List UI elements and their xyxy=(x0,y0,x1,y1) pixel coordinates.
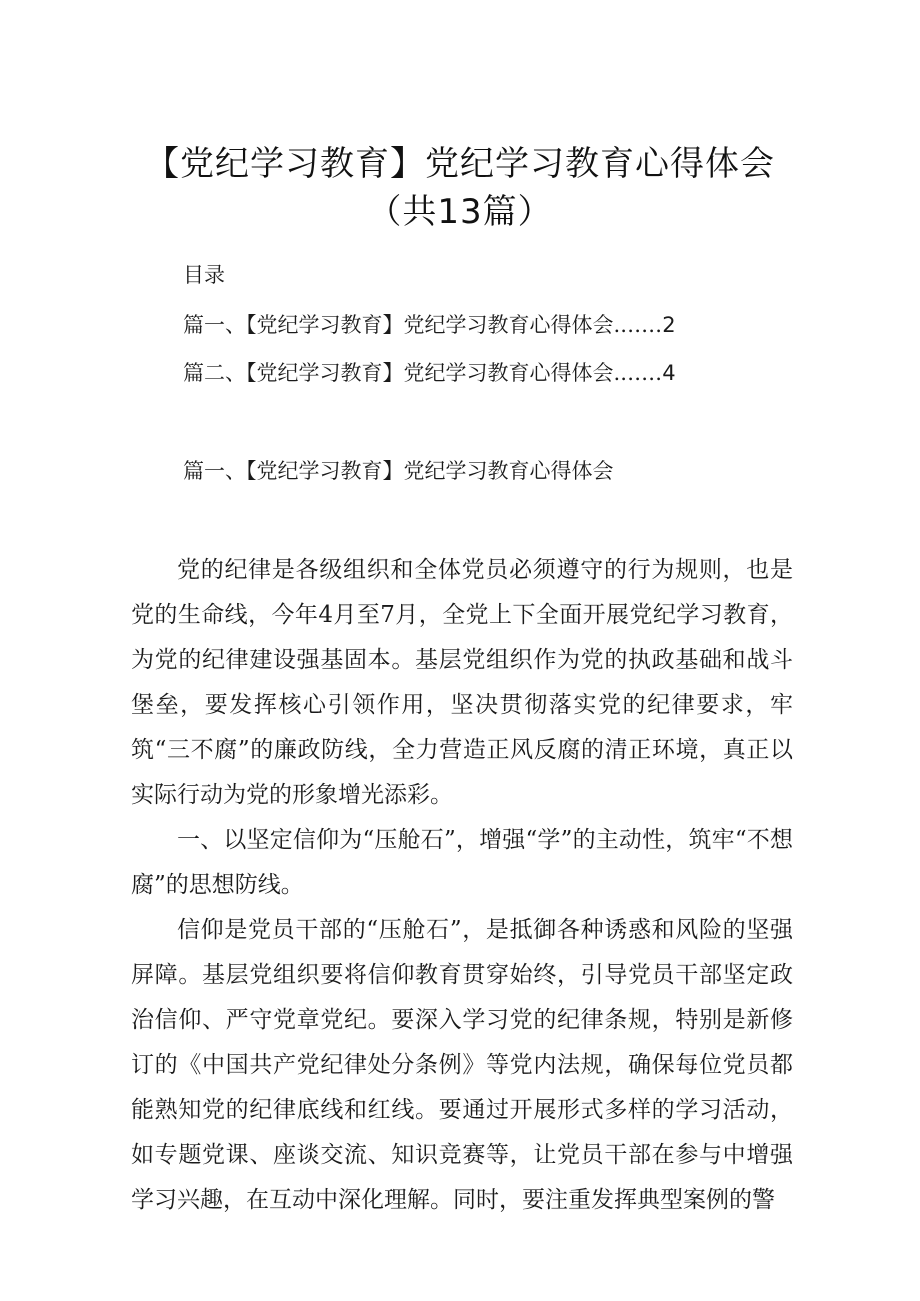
toc-label: 目录 xyxy=(183,263,225,287)
body-paragraph: 一、以坚定信仰为“压舱石”，增强“学”的主动性，筑牢“不想腐”的思想防线。 xyxy=(131,827,793,898)
toc-item-page-number: 2 xyxy=(662,313,676,337)
toc-item-page-number: 4 xyxy=(662,361,676,385)
toc-item[interactable] xyxy=(183,357,676,387)
toc-item[interactable] xyxy=(183,309,676,339)
section-heading: 篇一、【党纪学习教育】党纪学习教育心得体会 xyxy=(183,459,614,483)
body-paragraph: 信仰是党员干部的“压舱石”，是抵御各种诱惑和风险的坚强屏障。基层党组织要将信仰教育贯穿始终，引导党员干部坚定政治信仰、严守党章党纪。要深入学习党的纪律条规，特别是新修订的《中国共产党纪律处分条例》等党内法规，确保每位党员都能熟知党的纪律底线和红线。要通过开展形式多样的学习活动，如专题党课、座谈交流、知识竞赛等，让党员干部在参与中增强学习兴趣，在互动中深化理解。同时，要注重发挥典型案例的警 xyxy=(131,917,793,1213)
toc-item-text: 篇一、【党纪学习教育】党纪学习教育心得体会.…… xyxy=(183,313,663,337)
document-title-line-2: （共13篇） xyxy=(367,192,553,232)
document-title-line-1: 【党纪学习教育】党纪学习教育心得体会 xyxy=(145,144,775,184)
body-text xyxy=(131,548,793,1223)
toc-item-text: 篇二、【党纪学习教育】党纪学习教育心得体会.…… xyxy=(183,361,663,385)
body-paragraph: 党的纪律是各级组织和全体党员必须遵守的行为规则，也是党的生命线，今年4月至7月，全党上下全面开展党纪学习教育，为党的纪律建设强基固本。基层党组织作为党的执政基础和战斗堡垒，要发挥核心引领作用，坚决贯彻落实党的纪律要求，牢筑“三不腐”的廉政防线，全力营造正风反腐的清正环境，真正以实际行动为党的形象增光添彩。 xyxy=(131,557,793,808)
